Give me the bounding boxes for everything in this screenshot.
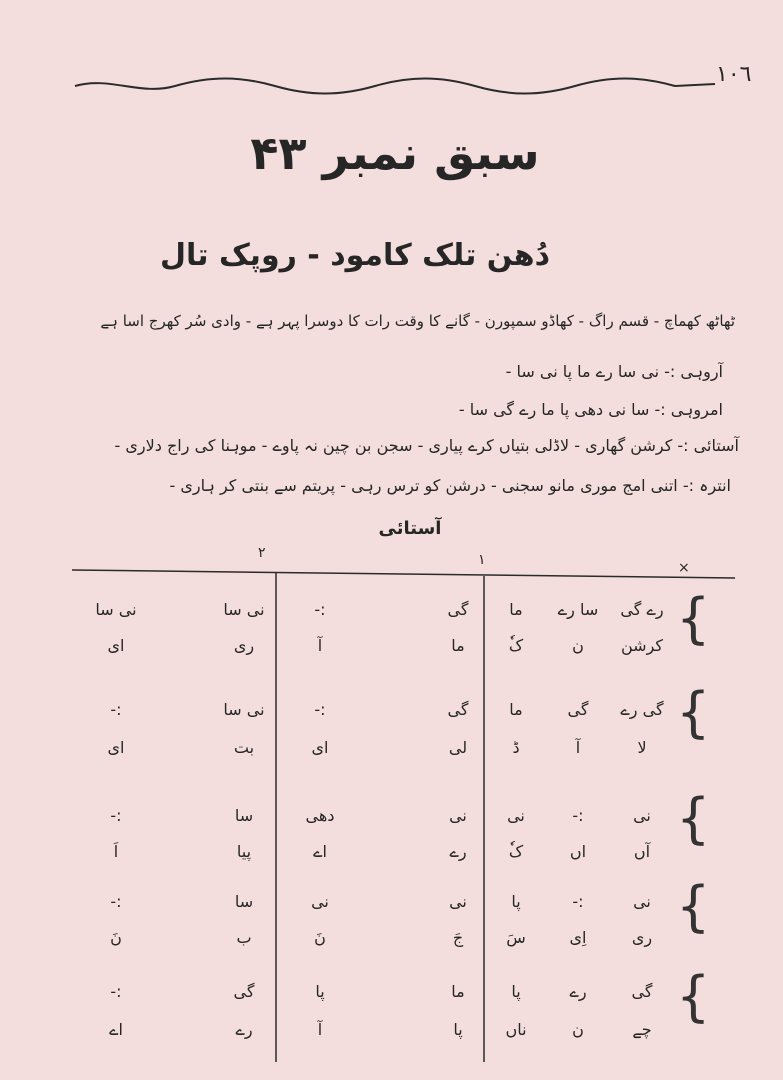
swar-cell: نی bbox=[633, 806, 651, 825]
swar-cell: :- bbox=[314, 700, 326, 719]
bol-cell: پیا bbox=[236, 842, 252, 861]
swar-cell: :- bbox=[110, 892, 122, 911]
bol-cell: کرشن bbox=[620, 636, 664, 655]
bol-cell: ما bbox=[451, 636, 465, 655]
bol-cell: آ bbox=[317, 1020, 323, 1039]
swar-cell: گی bbox=[447, 700, 469, 719]
swar-cell: نی bbox=[311, 892, 329, 911]
bol-cell: ری bbox=[233, 636, 255, 655]
swar-cell: ما bbox=[451, 982, 465, 1001]
row-brace: { bbox=[676, 681, 711, 744]
lesson-title: سبق نمبر ۴۳ bbox=[250, 126, 540, 180]
swar-cell: پا bbox=[315, 982, 325, 1001]
swar-cell: گی bbox=[631, 982, 653, 1001]
bol-cell: جَ bbox=[452, 928, 464, 947]
swar-cell: پا bbox=[511, 982, 521, 1001]
bol-cell: لی bbox=[448, 738, 468, 757]
swar-cell: نی bbox=[449, 892, 467, 911]
swar-cell: :- bbox=[572, 806, 584, 825]
bol-cell: اِی bbox=[569, 928, 587, 947]
swar-cell: نی bbox=[507, 806, 525, 825]
page-number: ١٠٦ bbox=[716, 62, 752, 87]
swar-cell: :- bbox=[110, 700, 122, 719]
bol-cell: آ bbox=[317, 636, 323, 655]
bol-cell: ب bbox=[236, 928, 252, 947]
swar-cell: :- bbox=[314, 600, 326, 619]
bol-cell: نَ bbox=[314, 928, 326, 947]
bol-cell: ن bbox=[572, 636, 584, 655]
asthai-lyrics: آستائی :- کرشن گھاری - لاڈلی بتیاں کرے پیاری - سجن بن چین نہ پاوے - موہنا کی راج دلاری - bbox=[114, 436, 739, 455]
swar-cell: سا bbox=[234, 806, 254, 825]
swar-cell: گی رے bbox=[620, 700, 664, 719]
bol-cell: آں bbox=[633, 842, 651, 861]
bol-cell: اَ bbox=[113, 842, 119, 861]
row-brace: { bbox=[676, 965, 711, 1028]
swar-cell: :- bbox=[110, 806, 122, 825]
raag-title: دُھن تلک کامود - روپک تال bbox=[159, 238, 550, 273]
swar-cell: نی bbox=[633, 892, 651, 911]
swar-cell: نی سا bbox=[95, 600, 137, 619]
bol-cell: ناں bbox=[505, 1020, 527, 1039]
bol-cell: پا bbox=[453, 1020, 463, 1039]
bol-cell: ن bbox=[572, 1020, 584, 1039]
bol-cell: ڈ bbox=[512, 738, 520, 757]
bol-cell: آ bbox=[575, 738, 581, 757]
taal-mark-sam: × bbox=[678, 560, 690, 576]
bol-cell: نَ bbox=[110, 928, 122, 947]
row-brace: { bbox=[676, 875, 711, 938]
swar-cell: گی bbox=[567, 700, 589, 719]
avroh-line: امروہی :- سا نی دھی پا ما رے گی سا - bbox=[458, 400, 723, 419]
bol-cell: ای bbox=[107, 738, 125, 757]
swar-cell: سا رے bbox=[557, 600, 599, 619]
swar-cell: نی bbox=[449, 806, 467, 825]
bol-cell: سَ bbox=[506, 928, 526, 947]
taal-mark-1: ١ bbox=[478, 552, 486, 568]
bol-cell: لا bbox=[637, 738, 647, 757]
taal-mark-2: ٢ bbox=[258, 545, 266, 561]
swar-cell: :- bbox=[110, 982, 122, 1001]
row-brace: { bbox=[676, 787, 711, 850]
row-brace: { bbox=[676, 587, 711, 650]
bol-cell: رے bbox=[449, 842, 467, 861]
swar-cell: دھی bbox=[305, 806, 335, 825]
bol-cell: ری bbox=[631, 928, 653, 947]
bol-cell: بت bbox=[233, 738, 255, 757]
raag-details: ٹھاٹھ کھماچ - قسم راگ - کھاڈو سمپورن - گانے کا وقت رات کا دوسرا پہر ہے - وادی سُر کھرج اسا ہے bbox=[100, 312, 735, 330]
antra-lyrics: انترہ :- اتنی امج موری مانو سجنی - درشن کو ترس رہی - پریتم سے بنتی کر ہاری - bbox=[169, 476, 731, 495]
swar-cell: ما bbox=[509, 600, 523, 619]
swar-cell: رے گی bbox=[620, 600, 664, 619]
swar-cell: رے bbox=[569, 982, 587, 1001]
swar-cell: نی سا bbox=[223, 700, 265, 719]
sthai-heading: آستائی bbox=[378, 518, 442, 539]
bol-cell: چے bbox=[632, 1020, 652, 1039]
swar-cell: گی bbox=[233, 982, 255, 1001]
swar-cell: :- bbox=[572, 892, 584, 911]
bol-cell: ای bbox=[311, 738, 329, 757]
bol-cell: اے bbox=[109, 1020, 123, 1039]
bol-cell: اں bbox=[569, 842, 587, 861]
swar-cell: گی bbox=[447, 600, 469, 619]
swar-cell: پا bbox=[511, 892, 521, 911]
swar-cell: سا bbox=[234, 892, 254, 911]
swar-cell: نی سا bbox=[223, 600, 265, 619]
aroh-line: آروہی :- نی سا رے ما پا نی سا - bbox=[505, 362, 723, 381]
bol-cell: کٗ bbox=[508, 636, 524, 655]
bol-cell: ای bbox=[107, 636, 125, 655]
swar-cell: ما bbox=[509, 700, 523, 719]
bol-cell: رے bbox=[235, 1020, 253, 1039]
bol-cell: کٗ bbox=[508, 842, 524, 861]
bol-cell: اے bbox=[313, 842, 327, 861]
